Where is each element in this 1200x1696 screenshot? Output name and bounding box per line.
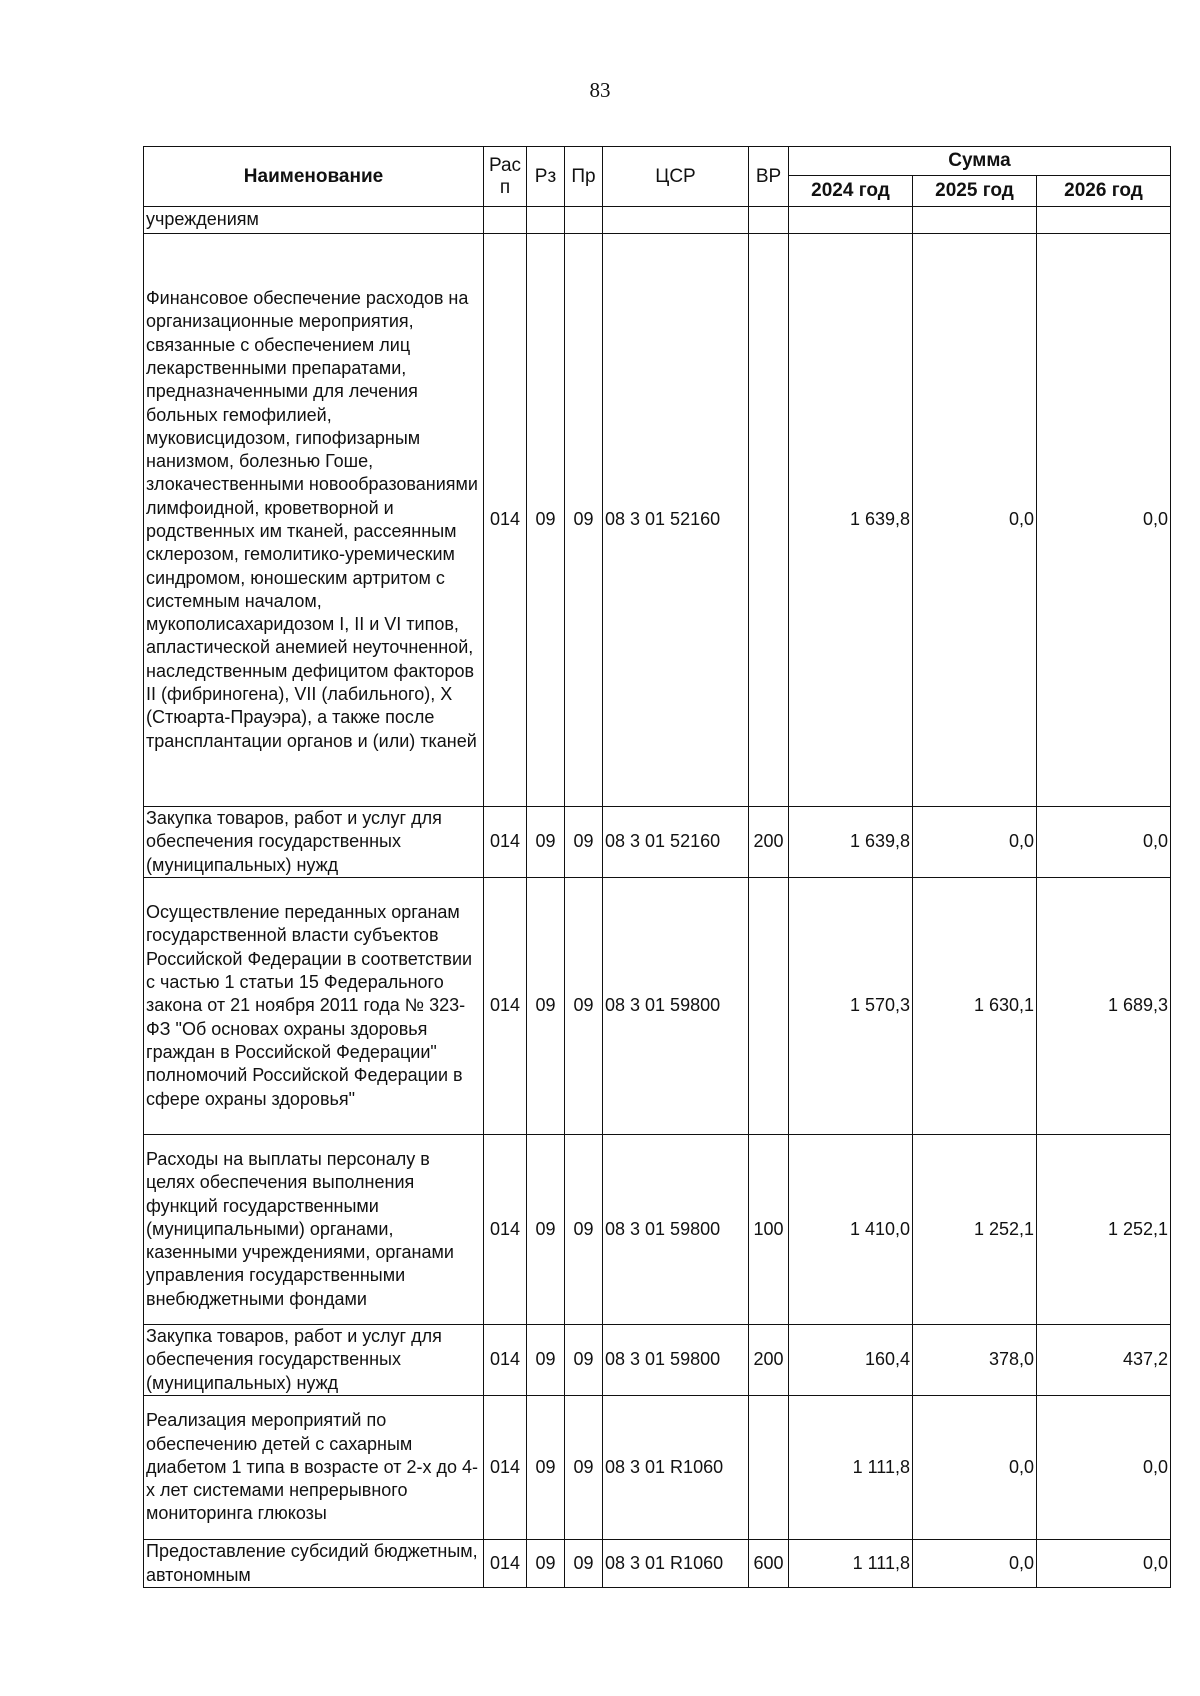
- row-vr: 200: [749, 807, 789, 878]
- row-2024: 1 639,8: [789, 807, 913, 878]
- row-2026: 1 252,1: [1037, 1135, 1171, 1325]
- row-csr: 08 3 01 52160: [603, 807, 749, 878]
- row-rasp: 014: [484, 1540, 527, 1588]
- col-header-rz: Рз: [527, 147, 565, 207]
- row-name: Предоставление субсидий бюджетным, автономным: [144, 1540, 484, 1588]
- row-pr: 09: [565, 1540, 603, 1588]
- row-pr: 09: [565, 1396, 603, 1540]
- row-name: Закупка товаров, работ и услуг для обеспечения государственных (муниципальных) нужд: [144, 1325, 484, 1396]
- row-2025: 0,0: [913, 234, 1037, 807]
- row-name: учреждениям: [144, 207, 484, 234]
- row-2024: 1 410,0: [789, 1135, 913, 1325]
- row-2026: 0,0: [1037, 234, 1171, 807]
- col-header-sum: Сумма: [789, 147, 1171, 176]
- row-2025: 0,0: [913, 1396, 1037, 1540]
- row-name: Реализация мероприятий по обеспечению детей с сахарным диабетом 1 типа в возрасте от 2-х до 4-х лет системами непрерывного мониторинга глюкозы: [144, 1396, 484, 1540]
- header-row: [144, 147, 1171, 176]
- row-rz: 09: [527, 878, 565, 1135]
- row-vr: [749, 207, 789, 234]
- row-rz: 09: [527, 1135, 565, 1325]
- row-csr: 08 3 01 52160: [603, 234, 749, 807]
- row-csr: 08 3 01 59800: [603, 1135, 749, 1325]
- row-pr: 09: [565, 878, 603, 1135]
- table-row: [144, 207, 1171, 234]
- row-2024: 1 111,8: [789, 1540, 913, 1588]
- col-header-name: Наименование: [144, 147, 484, 207]
- row-rasp: 014: [484, 878, 527, 1135]
- col-header-pr: Пр: [565, 147, 603, 207]
- page-number: 83: [589, 78, 611, 102]
- table-row: [144, 1540, 1171, 1588]
- row-2026: 437,2: [1037, 1325, 1171, 1396]
- row-name: Расходы на выплаты персоналу в целях обеспечения выполнения функций государственными (муниципальными) органами, казенными учреждениями, органами управления государственными внебюджетными фондами: [144, 1135, 484, 1325]
- row-rasp: 014: [484, 807, 527, 878]
- row-rz: 09: [527, 1396, 565, 1540]
- row-2024: 1 639,8: [789, 234, 913, 807]
- row-pr: 09: [565, 807, 603, 878]
- table-row: [144, 1135, 1171, 1325]
- table-row: [144, 1396, 1171, 1540]
- row-rz: 09: [527, 1325, 565, 1396]
- row-rasp: 014: [484, 234, 527, 807]
- row-rasp: 014: [484, 1135, 527, 1325]
- col-header-csr: ЦСР: [603, 147, 749, 207]
- row-pr: [565, 207, 603, 234]
- row-2026: 0,0: [1037, 807, 1171, 878]
- budget-table: [143, 146, 1171, 1588]
- row-vr: 200: [749, 1325, 789, 1396]
- row-2025: 378,0: [913, 1325, 1037, 1396]
- row-2025: 1 252,1: [913, 1135, 1037, 1325]
- col-header-2024: 2024 год: [789, 176, 913, 207]
- row-name: Финансовое обеспечение расходов на организационные мероприятия, связанные с обеспечением лиц лекарственными препаратами, предназначенными для лечения больных гемофилией, муковисцидозом, гипофизарным нанизмом, болезнью Гоше, злокачественными новообразованиями лимфоидной, кроветворной и родственных им тканей, рассеянным склерозом, гемолитико-уремическим синдромом, юношеским артритом с системным началом, мукополисахаридозом I, II и VI типов, апластической анемией неуточненной, наследственным дефицитом факторов II (фибриногена), VII (лабильного), X (Стюарта-Прауэра), а также после трансплантации органов и (или) тканей: [144, 234, 484, 807]
- row-rasp: 014: [484, 1325, 527, 1396]
- row-vr: [749, 1396, 789, 1540]
- row-rz: 09: [527, 1540, 565, 1588]
- row-vr: 100: [749, 1135, 789, 1325]
- row-rasp: 014: [484, 1396, 527, 1540]
- row-csr: 08 3 01 R1060: [603, 1540, 749, 1588]
- row-2024: 1 111,8: [789, 1396, 913, 1540]
- col-header-vr: ВР: [749, 147, 789, 207]
- row-2024: 160,4: [789, 1325, 913, 1396]
- row-pr: 09: [565, 1325, 603, 1396]
- row-2025: [913, 207, 1037, 234]
- row-rz: 09: [527, 807, 565, 878]
- row-vr: 600: [749, 1540, 789, 1588]
- col-header-2026: 2026 год: [1037, 176, 1171, 207]
- row-vr: [749, 234, 789, 807]
- row-rz: [527, 207, 565, 234]
- row-pr: 09: [565, 234, 603, 807]
- row-pr: 09: [565, 1135, 603, 1325]
- row-csr: 08 3 01 59800: [603, 1325, 749, 1396]
- row-2026: [1037, 207, 1171, 234]
- col-header-rasp: Рас п: [484, 147, 527, 207]
- row-2026: 1 689,3: [1037, 878, 1171, 1135]
- row-vr: [749, 878, 789, 1135]
- table-row: [144, 807, 1171, 878]
- row-2026: 0,0: [1037, 1540, 1171, 1588]
- row-2025: 1 630,1: [913, 878, 1037, 1135]
- row-2026: 0,0: [1037, 1396, 1171, 1540]
- row-name: Осуществление переданных органам государственной власти субъектов Российской Федерации в соответствии с частью 1 статьи 15 Федерального закона от 21 ноября 2011 года № 323-ФЗ "Об основах охраны здоровья граждан в Российской Федерации" полномочий Российской Федерации в сфере охраны здоровья": [144, 878, 484, 1135]
- table-row: [144, 878, 1171, 1135]
- row-rz: 09: [527, 234, 565, 807]
- table-row: [144, 1325, 1171, 1396]
- row-csr: 08 3 01 59800: [603, 878, 749, 1135]
- row-2025: 0,0: [913, 807, 1037, 878]
- row-csr: [603, 207, 749, 234]
- row-rasp: [484, 207, 527, 234]
- row-2024: [789, 207, 913, 234]
- col-header-2025: 2025 год: [913, 176, 1037, 207]
- row-2024: 1 570,3: [789, 878, 913, 1135]
- table-row: [144, 234, 1171, 807]
- row-2025: 0,0: [913, 1540, 1037, 1588]
- row-name: Закупка товаров, работ и услуг для обеспечения государственных (муниципальных) нужд: [144, 807, 484, 878]
- row-csr: 08 3 01 R1060: [603, 1396, 749, 1540]
